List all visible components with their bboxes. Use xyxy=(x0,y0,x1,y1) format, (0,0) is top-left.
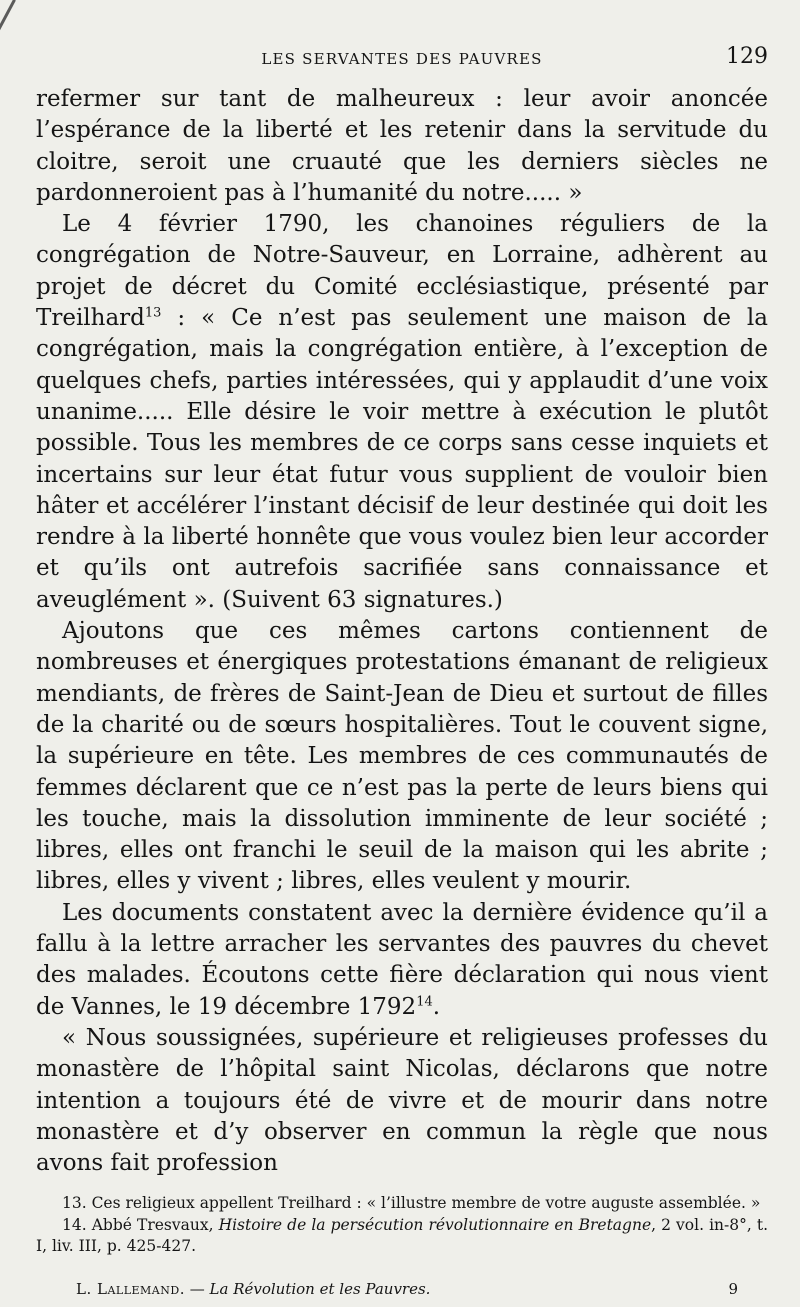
margin-pen-mark xyxy=(0,0,32,39)
imprint-dash: — xyxy=(184,1279,210,1298)
footnote-13: 13. Ces religieux appellent Treilhard : « l’illustre membre de votre auguste assemblée. » xyxy=(62,1194,761,1213)
footnote-ref-13: 13 xyxy=(144,305,162,321)
footnote-text: 14. Abbé Tresvaux, xyxy=(62,1215,219,1234)
paragraph-text: Le 4 février 1790, les chanoines réguliers de la congrégation de Notre-Sauveur, en Lorraine, adhèrent au projet de décret du Comité ecclésiastique, présenté par Treilhard xyxy=(36,211,768,332)
signature-line xyxy=(36,1280,768,1304)
footnote-14 xyxy=(36,1215,768,1258)
footnote-book-title: Histoire de la persécution révolutionnaire en Bretagne xyxy=(218,1215,652,1234)
paragraph-documents xyxy=(36,898,768,1023)
running-head xyxy=(36,40,768,84)
paragraph-declaration: « Nous soussignées, supérieure et religieuses professes du monastère de l’hôpital saint Nicolas, déclarons que notre intention a toujours été de vivre et de mourir dans notre monastère et d’y observer en commun la règle que nous avons fait profession xyxy=(36,1024,768,1177)
page-number: 129 xyxy=(726,44,768,69)
body-text xyxy=(36,84,768,1179)
footnote-text: , 2 vol. in-8°, t. I, liv. III, p. 425-427. xyxy=(36,1215,769,1256)
footnote-ref-14: 14 xyxy=(416,993,433,1009)
paragraph-text: : « Ce n’est pas seulement une maison de la congrégation, mais la congrégation entière, à l’exception de quelques chefs, parties intéressées, qui y applaudit d’une voix unanime..... Elle désire le voir mettre à exécution le plutôt possible. Tous les membres de ce corps sans cesse inquiets et incertains sur leur état futur vous supplient de vouloir bien hâter et accélérer l’instant décisif de leur destinée qui doit les rendre à la liberté honnête que vous voulez bien leur accorder et qu’ils ont autrefois sacrifiée sans connaissance et aveuglément ». (Suivent 63 signatures.) xyxy=(36,305,768,613)
running-title: LES SERVANTES DES PAUVRES xyxy=(261,50,543,68)
footnotes xyxy=(36,1193,768,1258)
signature-mark: 9 xyxy=(728,1279,738,1298)
imprint-title: La Révolution et les Pauvres. xyxy=(209,1279,431,1298)
book-page xyxy=(36,40,768,1304)
imprint-author: L. Lallemand. xyxy=(76,1279,185,1298)
paragraph-notre-sauveur xyxy=(36,209,768,616)
imprint xyxy=(76,1280,430,1298)
paragraph-protestations: Ajoutons que ces mêmes cartons contiennent de nombreuses et énergiques protestations émanant de religieux mendiants, de frères de Saint-Jean de Dieu et surtout de filles de la charité ou de sœurs hospitalières. Tout le couvent signe, la supérieure en tête. Les membres de ces communautés de femmes déclarent que ce n’est pas la perte de leurs biens qui les touche, mais la dissolution imminente de leur société ; libres, elles ont franchi le seuil de la maison qui les abrite ; libres, elles y vivent ; libres, elles veulent y mourir. xyxy=(36,618,768,895)
paragraph-continued: refermer sur tant de malheureux : leur avoir anoncée l’espérance de la liberté et les retenir dans la servitude du cloitre, seroit une cruauté que les derniers siècles ne pardonneroient pas à l’humanité du notre..... » xyxy=(36,86,768,206)
paragraph-text: . xyxy=(432,993,441,1020)
paragraph-text: Les documents constatent avec la dernière évidence qu’il a fallu à la lettre arracher les servantes des pauvres du chevet des malades. Écoutons cette fière déclaration qui nous vient de Vannes, le 19 décembre 1792 xyxy=(36,899,768,1020)
